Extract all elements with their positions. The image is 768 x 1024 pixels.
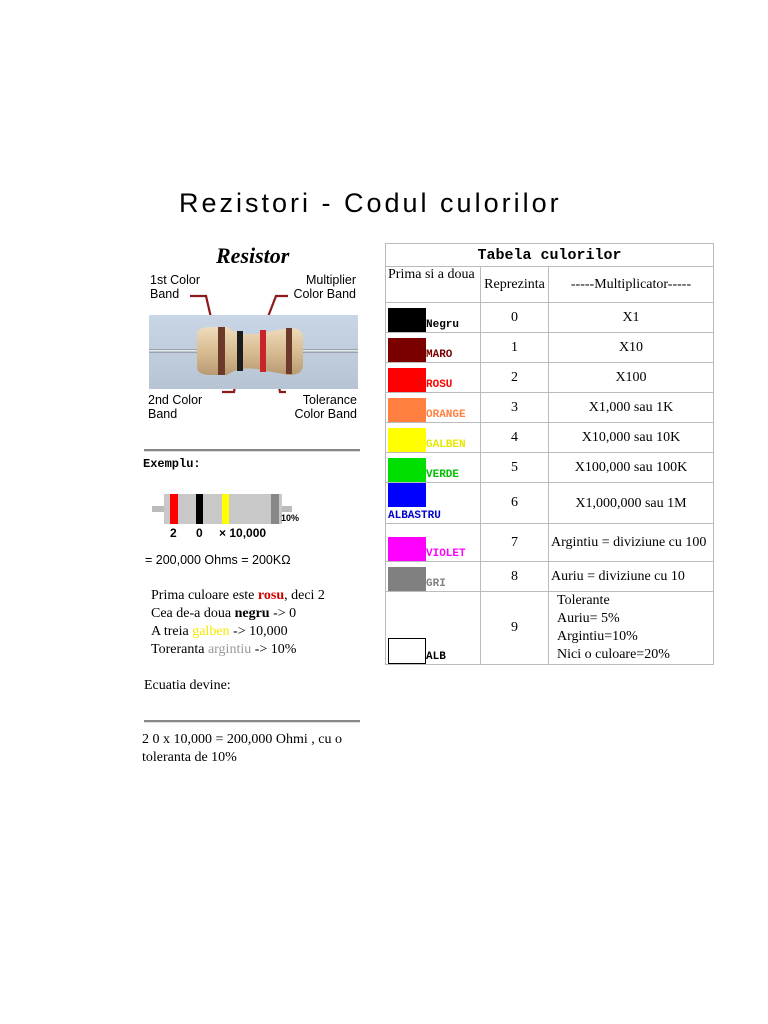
- multiplier-value: Argintiu = diviziune cu 100: [549, 524, 714, 562]
- equation-intro: Ecuatia devine:: [144, 678, 231, 693]
- color-swatch: [388, 458, 426, 482]
- color-cell: [386, 333, 481, 363]
- example-digit-2: 0: [196, 526, 203, 540]
- table-row: [386, 453, 714, 483]
- color-name: GRI: [426, 578, 446, 590]
- ohms-line: = 200,000 Ohms = 200KΩ: [145, 553, 291, 567]
- table-row: [386, 363, 714, 393]
- color-swatch: [388, 308, 426, 332]
- table-caption: Tabela culorilor: [386, 244, 714, 267]
- table-row: [386, 524, 714, 562]
- digit-value: 4: [481, 423, 549, 453]
- resistor-photo: [149, 315, 358, 389]
- color-name: ALB: [426, 651, 446, 663]
- digit-value: 9: [481, 592, 549, 665]
- digit-value: 5: [481, 453, 549, 483]
- multiplier-value: Tolerante Auriu= 5% Argintiu=10% Nici o culoare=20%: [549, 592, 714, 665]
- color-cell: [386, 592, 481, 665]
- color-swatch: [388, 483, 426, 507]
- table-row: [386, 592, 714, 665]
- table-row: [386, 483, 714, 524]
- example-multiplier: × 10,000: [219, 526, 267, 540]
- divider: [144, 449, 360, 452]
- explanation-line-4: Toreranta argintiu -> 10%: [151, 642, 297, 657]
- color-cell: [386, 562, 481, 592]
- table-row: [386, 423, 714, 453]
- color-swatch: [388, 567, 426, 591]
- multiplier-value: X100,000 sau 100K: [549, 453, 714, 483]
- resistor-heading: Resistor: [216, 243, 290, 268]
- label-1st-band: 1st Color Band: [150, 273, 201, 301]
- digit-value: 3: [481, 393, 549, 423]
- page-title: Rezistori - Codul culorilor: [179, 188, 562, 218]
- digit-value: 2: [481, 363, 549, 393]
- color-swatch: [388, 428, 426, 452]
- color-swatch: [388, 368, 426, 392]
- explanation-line-2: Cea de-a doua negru -> 0: [151, 606, 297, 621]
- multiplier-value: X1: [549, 303, 714, 333]
- table-row: [386, 562, 714, 592]
- table-row: [386, 393, 714, 423]
- label-multiplier-band: Multiplier Color Band: [293, 273, 356, 301]
- digit-value: 1: [481, 333, 549, 363]
- color-cell: [386, 453, 481, 483]
- color-name: MARO: [426, 349, 453, 361]
- equation-result: 2 0 x 10,000 = 200,000 Ohmi , cu o toleranta de 10%: [142, 732, 342, 765]
- digit-value: 7: [481, 524, 549, 562]
- color-swatch: [388, 638, 426, 664]
- color-cell: [386, 363, 481, 393]
- multiplier-value: X10: [549, 333, 714, 363]
- multiplier-value: X1,000 sau 1K: [549, 393, 714, 423]
- digit-value: 0: [481, 303, 549, 333]
- explanation-line-3: A treia galben -> 10,000: [151, 624, 288, 639]
- color-swatch: [388, 537, 426, 561]
- color-name: Negru: [426, 319, 460, 331]
- color-cell: [386, 303, 481, 333]
- example-explanation: [151, 587, 325, 659]
- example-digit-1: 2: [170, 526, 177, 540]
- color-name: VIOLET: [426, 548, 466, 560]
- digit-value: 6: [481, 483, 549, 524]
- multiplier-value: Auriu = diviziune cu 10: [549, 562, 714, 592]
- header-digit: Prima si a doua: [386, 267, 481, 303]
- example-label: Exemplu:: [143, 457, 201, 471]
- color-cell: [386, 483, 481, 524]
- digit-value: 8: [481, 562, 549, 592]
- color-cell: [386, 524, 481, 562]
- table-row: [386, 333, 714, 363]
- color-swatch: [388, 338, 426, 362]
- header-value: Reprezinta: [481, 267, 549, 303]
- divider: [144, 720, 360, 723]
- color-name: ROSU: [426, 379, 453, 391]
- multiplier-value: X10,000 sau 10K: [549, 423, 714, 453]
- color-name: GALBEN: [426, 439, 466, 451]
- explanation-line-1: Prima culoare este rosu, deci 2: [151, 588, 325, 603]
- color-name: VERDE: [426, 469, 460, 481]
- color-cell: [386, 423, 481, 453]
- example-tolerance: 10%: [281, 513, 300, 523]
- color-name: ALBASTRU: [388, 510, 441, 522]
- table-row: [386, 303, 714, 333]
- color-table: [385, 243, 714, 665]
- header-multiplier: -----Multiplicator-----: [549, 267, 714, 303]
- label-tolerance-band: Tolerance Color Band: [294, 393, 357, 421]
- multiplier-value: X100: [549, 363, 714, 393]
- color-name: ORANGE: [426, 409, 466, 421]
- label-2nd-band: 2nd Color Band: [148, 393, 203, 421]
- color-swatch: [388, 398, 426, 422]
- multiplier-value: X1,000,000 sau 1M: [549, 483, 714, 524]
- color-cell: [386, 393, 481, 423]
